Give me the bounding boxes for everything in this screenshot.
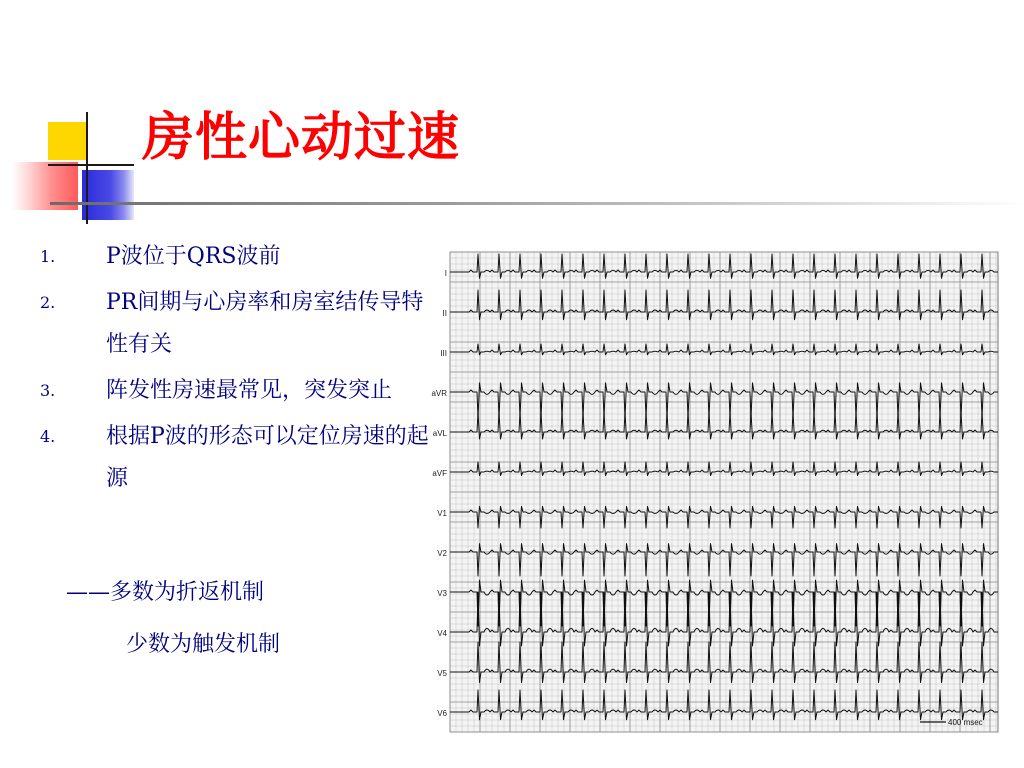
ecg-lead-label: V1 bbox=[437, 509, 447, 518]
decor-vertical-line bbox=[86, 112, 88, 224]
list-item-number: 4. bbox=[40, 427, 56, 446]
list-item-number: 2. bbox=[40, 293, 56, 312]
ecg-lead-label: V5 bbox=[437, 669, 447, 678]
list-item-text: P波位于QRS波前 bbox=[106, 244, 281, 269]
ecg-lead-label: aVR bbox=[431, 389, 447, 398]
ecg-lead-label: V2 bbox=[437, 549, 447, 558]
mechanism-line-triggered: 少数为触发机制 bbox=[126, 632, 281, 657]
list-item bbox=[40, 282, 430, 366]
ecg-lead-label: V3 bbox=[437, 589, 447, 598]
bullet-list bbox=[40, 236, 430, 504]
list-item-text: PR间期与心房率和房室结传导特性有关 bbox=[106, 290, 424, 357]
ecg-lead-label: III bbox=[440, 349, 447, 358]
ecg-lead-label: aVF bbox=[432, 469, 447, 478]
slide-title: 房性心动过速 bbox=[142, 108, 461, 168]
ecg-lead-label: aVL bbox=[432, 429, 447, 438]
ecg-scale-label: 400 msec bbox=[948, 718, 983, 727]
decor-yellow-square bbox=[48, 122, 86, 160]
list-item-number: 3. bbox=[40, 381, 56, 400]
ecg-lead-label: V4 bbox=[437, 629, 447, 638]
list-item-text: 阵发性房速最常见，突发突止 bbox=[106, 378, 393, 403]
ecg-lead-label: II bbox=[442, 309, 447, 318]
list-item bbox=[40, 416, 430, 500]
title-underline-rule bbox=[50, 202, 1024, 205]
list-item bbox=[40, 236, 430, 278]
ecg-lead-label: V6 bbox=[437, 709, 447, 718]
mechanism-line-reentry: ——多数为折返机制 bbox=[66, 580, 265, 605]
decor-blue-square bbox=[82, 170, 134, 220]
ecg-12-lead-figure bbox=[420, 244, 1006, 744]
list-item bbox=[40, 370, 430, 412]
list-item-number: 1. bbox=[40, 247, 56, 266]
ecg-lead-label: I bbox=[444, 269, 447, 278]
list-item-text: 根据P波的形态可以定位房速的起源 bbox=[106, 424, 429, 491]
decor-horizontal-line bbox=[48, 164, 134, 166]
